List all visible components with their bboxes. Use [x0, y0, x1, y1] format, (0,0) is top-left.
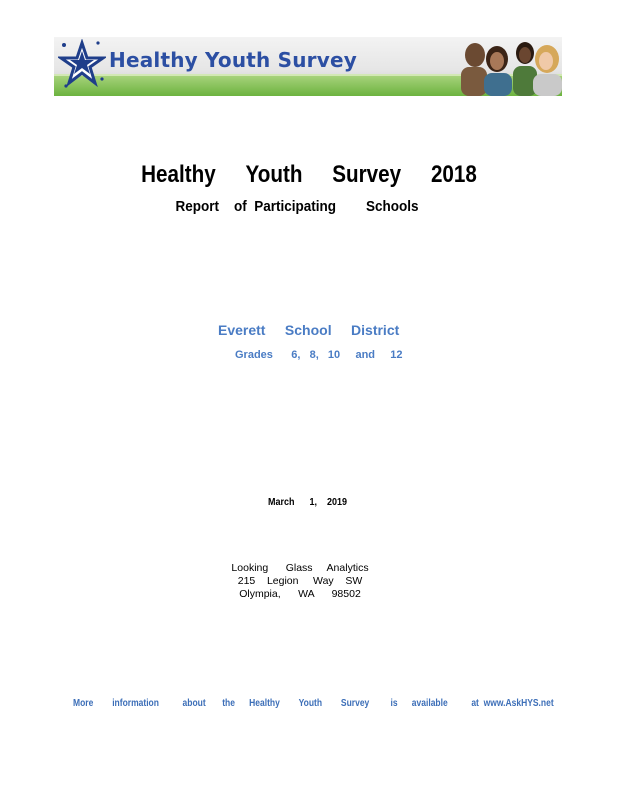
banner-title: Healthy Youth Survey	[109, 48, 357, 72]
title-word: Youth	[245, 161, 303, 188]
students-photo	[449, 37, 562, 96]
address-block	[0, 562, 600, 601]
title-word: Healthy	[141, 161, 216, 188]
title-word: 2018	[430, 161, 477, 188]
footer-info: More information about the Healthy Youth Survey is available at www.AskHYS.net	[73, 698, 554, 709]
star-logo-icon	[58, 39, 106, 91]
report-subtitle: Report of Participating Schools	[175, 198, 419, 215]
report-date: March 1, 2019	[268, 497, 348, 508]
address-line: Olympia, WA 98502	[239, 588, 361, 600]
district-name: Everett School District	[218, 322, 400, 338]
report-title	[43, 161, 574, 189]
grades-line: Grades 6, 8, 10 and 12	[235, 349, 403, 361]
address-line: Looking Glass Analytics	[231, 562, 369, 574]
title-word: Survey	[332, 161, 402, 188]
header-banner	[54, 37, 562, 96]
address-line: 215 Legion Way SW	[237, 575, 363, 587]
